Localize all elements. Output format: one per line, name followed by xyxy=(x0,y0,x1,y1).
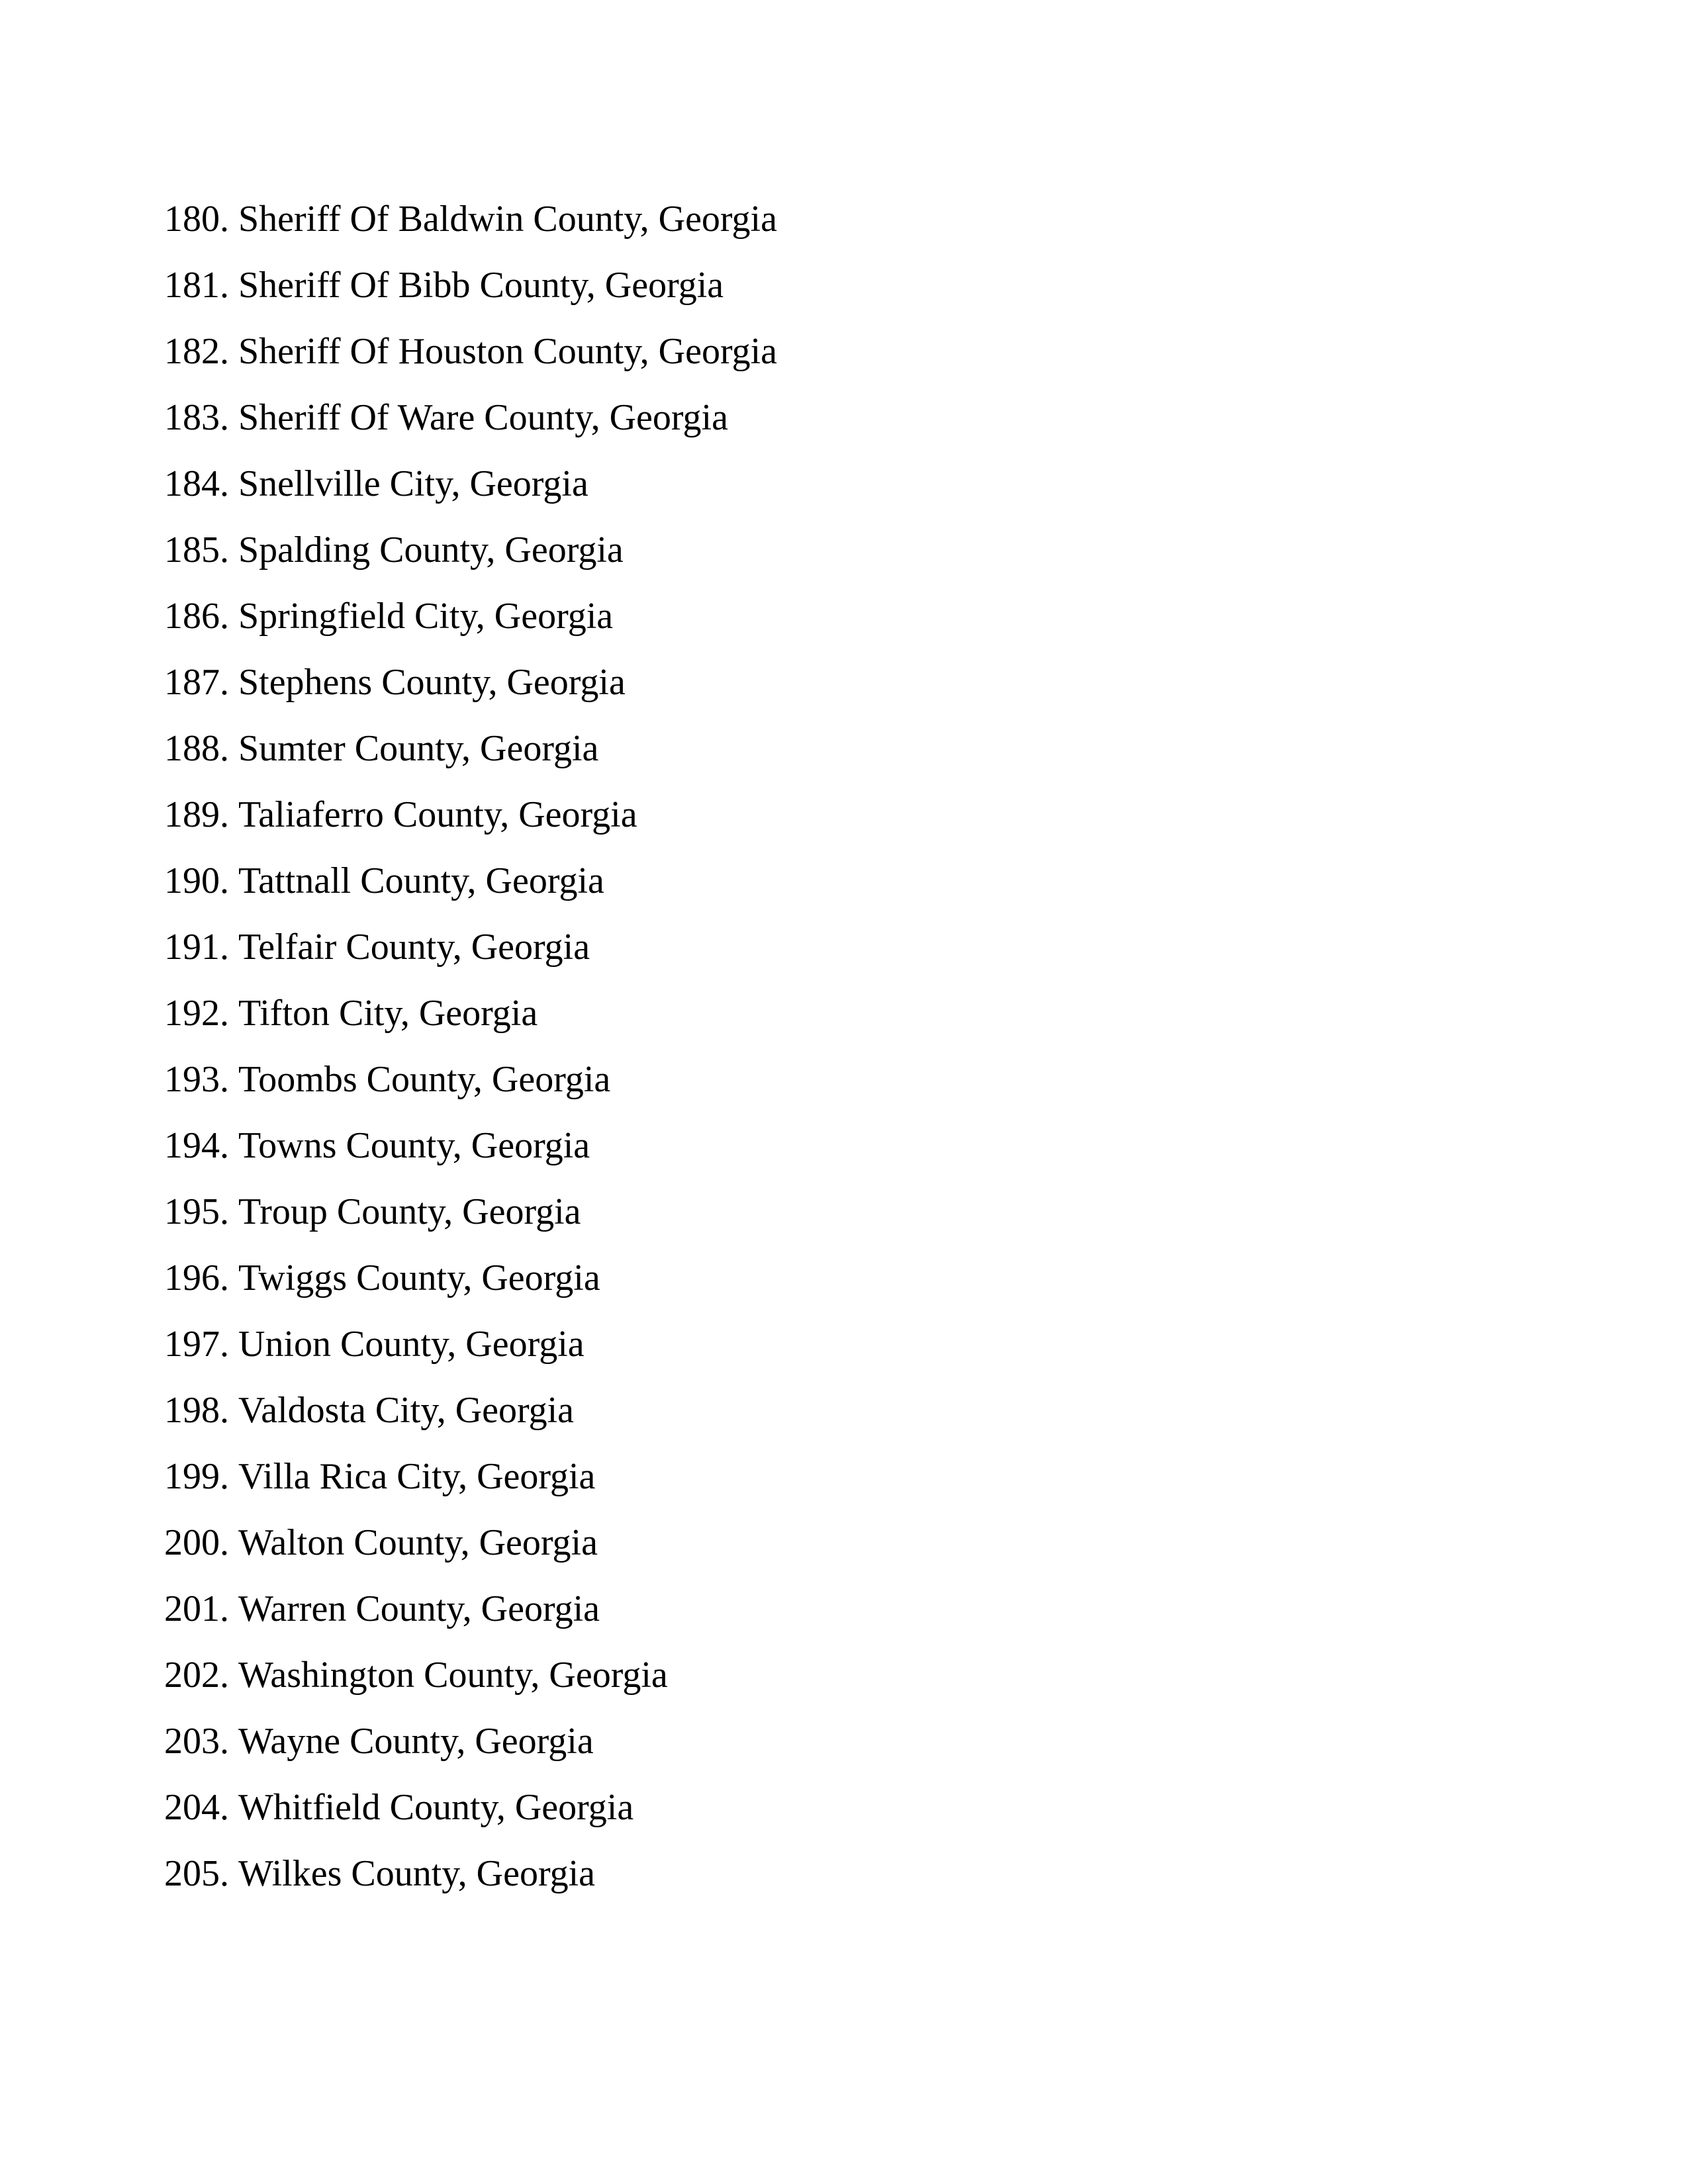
list-item-text: Spalding County, Georgia xyxy=(238,529,624,570)
list-item-text: Stephens County, Georgia xyxy=(238,662,626,703)
list-item-number: 190. xyxy=(164,860,229,901)
list-item-text: Taliaferro County, Georgia xyxy=(238,794,637,835)
list-item-text: Toombs County, Georgia xyxy=(238,1059,611,1100)
list-item-number: 182. xyxy=(164,331,229,372)
list-item-text: Walton County, Georgia xyxy=(238,1522,598,1563)
list-item-text: Washington County, Georgia xyxy=(238,1655,668,1696)
list-item-text: Tattnall County, Georgia xyxy=(238,860,604,901)
list-item-number: 188. xyxy=(164,728,229,769)
list-item-text: Telfair County, Georgia xyxy=(238,927,590,968)
list-item-text: Towns County, Georgia xyxy=(238,1125,590,1166)
list-item-text: Wilkes County, Georgia xyxy=(238,1853,595,1894)
list-item-text: Sheriff Of Baldwin County, Georgia xyxy=(238,199,777,240)
list-item-text: Sheriff Of Houston County, Georgia xyxy=(238,331,777,372)
list-item-number: 192. xyxy=(164,993,229,1034)
list-item-number: 186. xyxy=(164,596,229,637)
list-item-text: Snellville City, Georgia xyxy=(238,463,588,504)
list-item-number: 198. xyxy=(164,1390,229,1431)
list-item-text: Sheriff Of Bibb County, Georgia xyxy=(238,265,724,306)
list-item-number: 181. xyxy=(164,265,229,306)
list-item-number: 193. xyxy=(164,1059,229,1100)
list-item-text: Springfield City, Georgia xyxy=(238,596,614,637)
list-item-text: Union County, Georgia xyxy=(238,1324,585,1365)
list-item-number: 205. xyxy=(164,1853,229,1894)
list-item-number: 187. xyxy=(164,662,229,703)
list-item-number: 191. xyxy=(164,927,229,968)
list-item-text: Wayne County, Georgia xyxy=(238,1721,594,1762)
list-item-number: 195. xyxy=(164,1191,229,1232)
list-item-text: Warren County, Georgia xyxy=(238,1588,600,1629)
list-item-number: 189. xyxy=(164,794,229,835)
list-item-number: 204. xyxy=(164,1787,229,1828)
list-item-text: Sheriff Of Ware County, Georgia xyxy=(238,397,728,438)
list-item-number: 180. xyxy=(164,199,229,240)
list-item-text: Valdosta City, Georgia xyxy=(238,1390,575,1431)
list-item-number: 200. xyxy=(164,1522,229,1563)
list-item-number: 184. xyxy=(164,463,229,504)
list-item-number: 202. xyxy=(164,1655,229,1696)
list-item-number: 203. xyxy=(164,1721,229,1762)
list-item-number: 197. xyxy=(164,1324,229,1365)
list-item-number: 185. xyxy=(164,529,229,570)
list-item-text: Tifton City, Georgia xyxy=(238,993,538,1034)
list-item-number: 199. xyxy=(164,1456,229,1497)
list-item-text: Troup County, Georgia xyxy=(238,1191,581,1232)
list-item-text: Sumter County, Georgia xyxy=(238,728,599,769)
list-item-text: Villa Rica City, Georgia xyxy=(238,1456,596,1497)
list-item-number: 196. xyxy=(164,1257,229,1298)
list-item-text: Twiggs County, Georgia xyxy=(238,1257,600,1298)
list-item-number: 194. xyxy=(164,1125,229,1166)
list-item-number: 201. xyxy=(164,1588,229,1629)
list-item-text: Whitfield County, Georgia xyxy=(238,1787,634,1828)
list-item-number: 183. xyxy=(164,397,229,438)
